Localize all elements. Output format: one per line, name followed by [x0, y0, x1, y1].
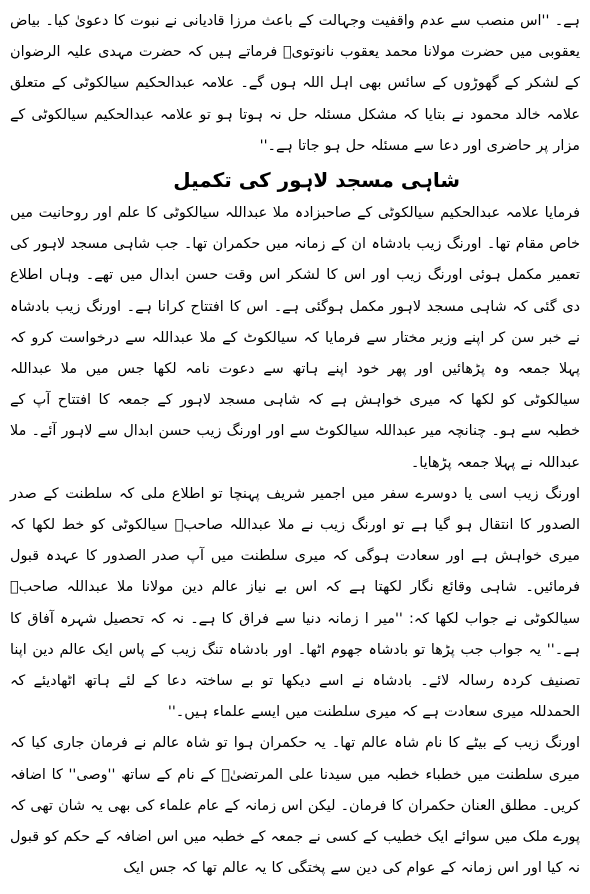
- intro-paragraph: ہے۔ ''اس منصب سے عدم واقفیت وجہالت کے باعث مرزا قادیانی نے نبوت کا دعویٰ کیا۔ بیاض یعقوبی میں حضرت مولانا محمد یعقوب نانوتویؒ فرماتے ہیں کہ حضرت مہدی علیہ الرضوان کے لشکر کے گھوڑوں کے سائس بھی اہل اللہ ہوں گے۔ علامہ عبدالحکیم سیالکوٹی کے متعلق علامہ خالد محمود نے بتایا کہ مشکل مسئلہ حل نہ ہوتا ہو تو علامہ عبدالحکیم سیالکوٹی کے مزار پر حاضری اور دعا سے مسئلہ حل ہو جاتا ہے۔'': [10, 13, 580, 154]
- body-paragraph-2: اورنگ زیب اسی یا دوسرے سفر میں اجمیر شریف پہنچا تو اطلاع ملی کہ سلطنت کے صدر الصدور کا انتقال ہو گیا ہے تو اورنگ زیب نے ملا عبداللہ صاحبؒ سیالکوٹی کو خط لکھا کہ میری خواہش ہے اور سعادت ہوگی کہ میری سلطنت میں آپ صدر الصدور کا عہدہ قبول فرمائیں۔ شاہی وقائع نگار لکھتا ہے کہ اس بے نیاز عالم دین مولانا ملا عبداللہ صاحبؒ سیالکوٹی نے جواب لکھا کہ: ''میر ا زمانہ دنیا سے فراق کا ہے۔ نہ کہ تحصیل شہرہ آفاق کا ہے۔'' یہ جواب جب پڑھا تو بادشاہ جھوم اٹھا۔ اور بادشاہ تنگ زیب کے پاس ایک عالم دین اپنا تصنیف کردہ رسالہ لائے۔ بادشاہ نے اسے دیکھا تو بے ساختہ دعا کے لئے ہاتھ اٹھادیئے کہ الحمدللہ میری سعادت ہے کہ میری سلطنت میں ایسے علماء ہیں۔'': [10, 485, 580, 721]
- body-paragraph-3: اورنگ زیب کے بیٹے کا نام شاہ عالم تھا۔ یہ حکمران ہوا تو شاہ عالم نے فرمان جاری کیا کہ میری سلطنت میں خطباء خطبہ میں سیدنا علی المرتضیٰؓ کے نام کے ساتھ ''وصی'' کا اضافہ کریں۔ مطلق العنان حکمران کا فرمان۔ لیکن اس زمانہ کے عام علماء کی بھی یہ شان تھی کہ پورے ملک میں سوائے ایک خطیب کے کسی نے جمعہ کے خطبہ میں اس اضافہ کے حکم کو قبول نہ کیا اور اس زمانہ کے عوام کی دین سے پختگی کا یہ عالم تھا کہ جس ایک: [10, 735, 580, 877]
- body-paragraph-1: فرمایا علامہ عبدالحکیم سیالکوٹی کے صاحبزادہ ملا عبداللہ سیالکوٹی کا علم اور روحانیت میں خاص مقام تھا۔ اورنگ زیب بادشاہ ان کے زمانہ میں حکمران تھا۔ جب شاہی مسجد لاہور کی تعمیر مکمل ہوئی اورنگ زیب اور اس کا لشکر اس وقت حسن ابدال میں تھے۔ وہاں اطلاع دی گئی کہ شاہی مسجد لاہور مکمل ہوگئی ہے۔ اس کا افتتاح کرانا ہے۔ اورنگ زیب بادشاہ نے خبر سن کر اپنے وزیر مختار سے فرمایا کہ سیالکوٹ کے ملا عبداللہ سے درخواست کرو کہ پہلا جمعہ وہ پڑھائیں اور پھر خود اپنے ہاتھ سے دعوت نامہ لکھا جس میں ملا عبداللہ سیالکوٹی کو لکھا کہ میری خواہش ہے کہ شاہی مسجد لاہور کے جمعہ کا افتتاح آپ کے خطبہ سے ہو۔ چنانچہ میر عبداللہ سیالکوٹ سے اور اورنگ زیب حسن ابدال سے لاہور آئے۔ ملا عبداللہ نے پہلا جمعہ پڑھایا۔: [10, 205, 580, 471]
- section-heading: شاہی مسجد لاہور کی تکمیل: [173, 168, 460, 193]
